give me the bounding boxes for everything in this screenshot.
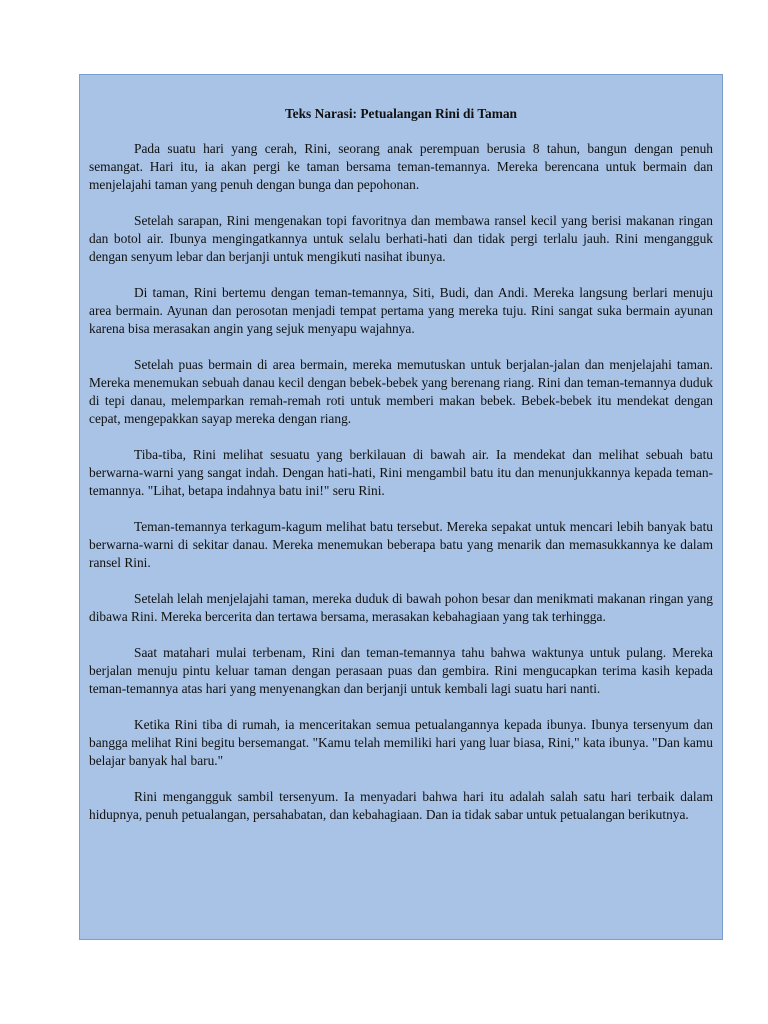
narrative-text-box: [79, 74, 723, 940]
paragraph-4: Setelah puas bermain di area bermain, mereka memutuskan untuk berjalan-jalan dan menjelajahi taman. Mereka menemukan sebuah danau kecil dengan bebek-bebek yang berenang riang. Rini dan teman-temannya duduk di tepi danau, melemparkan remah-remah roti untuk memberi makan bebek. Bebek-bebek itu mendekat dengan cepat, mengepakkan sayap mereka dengan riang.: [89, 357, 713, 426]
document-title: Teks Narasi: Petualangan Rini di Taman: [284, 106, 518, 121]
paragraph-2: Setelah sarapan, Rini mengenakan topi favoritnya dan membawa ransel kecil yang berisi makanan ringan dan botol air. Ibunya mengingatkannya untuk selalu berhati-hati dan tidak pergi terlalu jauh. Rini mengangguk dengan senyum lebar dan berjanji untuk mengikuti nasihat ibunya.: [89, 213, 713, 264]
paragraph-7: Setelah lelah menjelajahi taman, mereka duduk di bawah pohon besar dan menikmati makanan ringan yang dibawa Rini. Mereka bercerita dan tertawa bersama, merasakan kebahagiaan yang tak terhingga.: [89, 591, 713, 624]
paragraph-9: Ketika Rini tiba di rumah, ia menceritakan semua petualangannya kepada ibunya. Ibunya tersenyum dan bangga melihat Rini begitu bersemangat. "Kamu telah memiliki hari yang luar biasa, Rini," kata ibunya. "Dan kamu belajar banyak hal baru.": [89, 717, 713, 768]
paragraph-1: Pada suatu hari yang cerah, Rini, seorang anak perempuan berusia 8 tahun, bangun dengan penuh semangat. Hari itu, ia akan pergi ke taman bersama teman-temannya. Mereka berencana untuk bermain dan menjelajahi taman yang penuh dengan bunga dan pepohonan.: [89, 141, 713, 192]
paragraph-10: Rini mengangguk sambil tersenyum. Ia menyadari bahwa hari itu adalah salah satu hari terbaik dalam hidupnya, penuh petualangan, persahabatan, dan kebahagiaan. Dan ia tidak sabar untuk petualangan berikutnya.: [89, 789, 713, 822]
paragraph-5: Tiba-tiba, Rini melihat sesuatu yang berkilauan di bawah air. Ia mendekat dan melihat sebuah batu berwarna-warni yang sangat indah. Dengan hati-hati, Rini mengambil batu itu dan menunjukkannya kepada teman-temannya. "Lihat, betapa indahnya batu ini!" seru Rini.: [89, 447, 713, 498]
paragraph-8: Saat matahari mulai terbenam, Rini dan teman-temannya tahu bahwa waktunya untuk pulang. Mereka berjalan menuju pintu keluar taman dengan perasaan puas dan gembira. Rini mengucapkan terima kasih kepada teman-temannya atas hari yang menyenangkan dan berjanji untuk kembali lagi suatu hari nanti.: [89, 645, 713, 696]
paragraph-6: Teman-temannya terkagum-kagum melihat batu tersebut. Mereka sepakat untuk mencari lebih banyak batu berwarna-warni di sekitar danau. Mereka menemukan beberapa batu yang menarik dan memasukkannya ke dalam ransel Rini.: [89, 519, 713, 570]
paragraph-3: Di taman, Rini bertemu dengan teman-temannya, Siti, Budi, dan Andi. Mereka langsung berlari menuju area bermain. Ayunan dan perosotan menjadi tempat pertama yang mereka tuju. Rini sangat suka bermain ayunan karena bisa merasakan angin yang sejuk menyapu wajahnya.: [89, 285, 713, 336]
